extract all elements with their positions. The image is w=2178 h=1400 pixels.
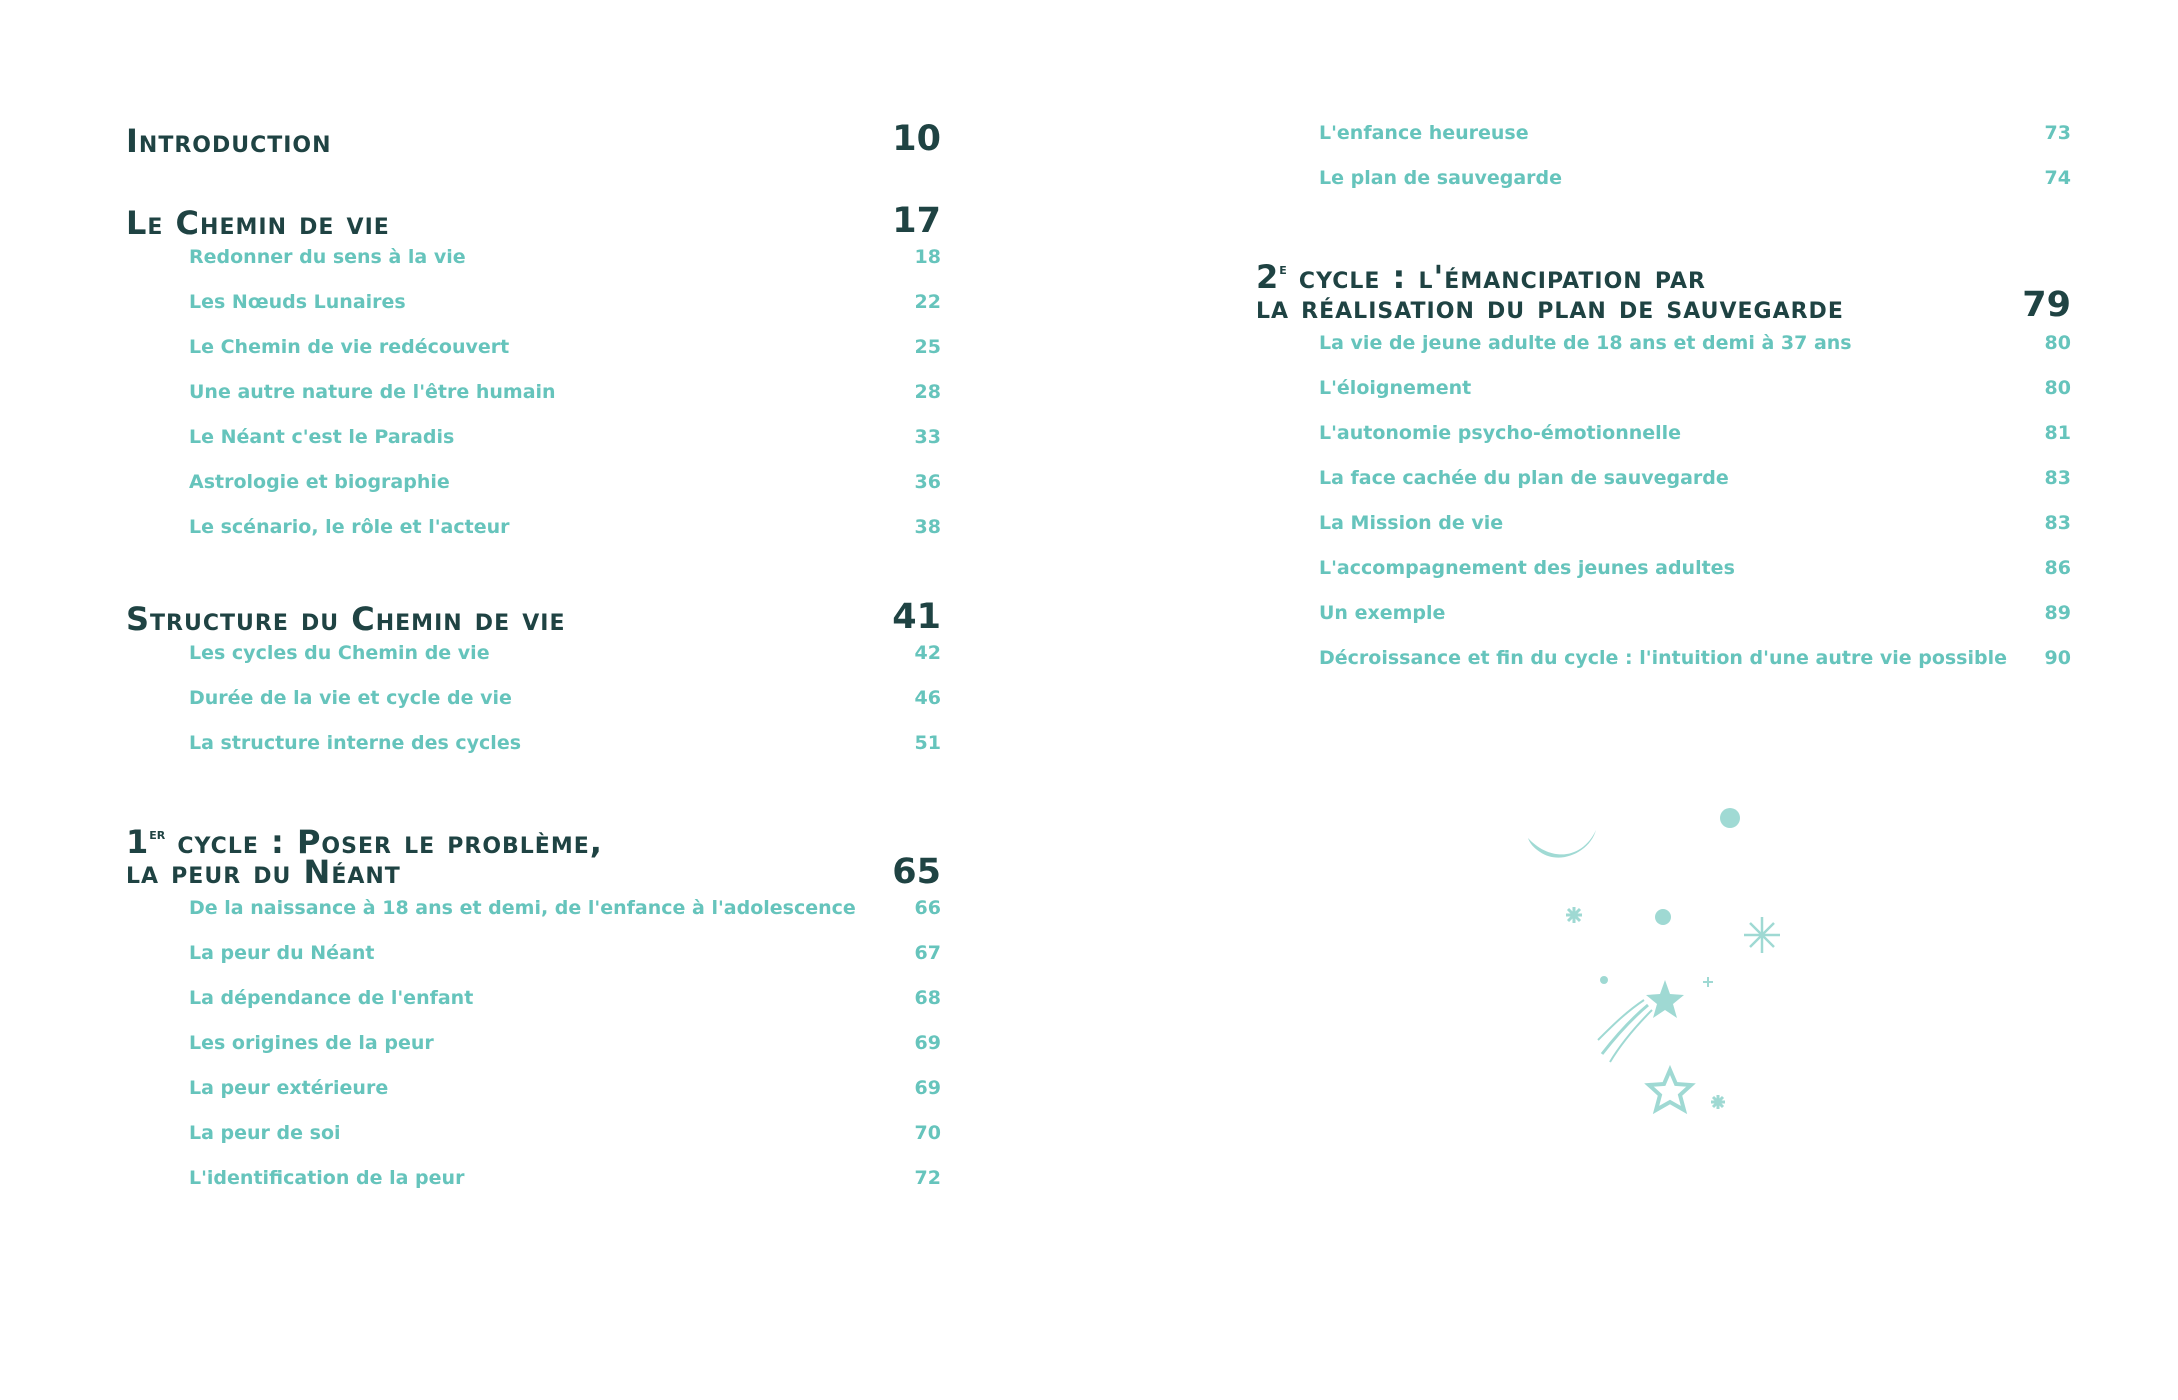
section-page-number: 86 <box>2044 557 2071 579</box>
section-list <box>126 638 941 773</box>
toc-section <box>126 1118 941 1163</box>
section-title: La peur du Néant <box>189 942 375 964</box>
section-title: Une autre nature de l'être humain <box>189 381 556 403</box>
section-title: De la naissance à 18 ans et demi, de l'enfance à l'adolescence <box>189 897 856 919</box>
section-title: La peur de soi <box>189 1122 341 1144</box>
chapter-title-ordinal: er <box>149 825 166 843</box>
section-page-number: 80 <box>2044 377 2071 399</box>
toc-section <box>1256 163 2071 208</box>
toc-section <box>126 893 941 938</box>
section-title: Le plan de sauvegarde <box>1319 167 1562 189</box>
chapter-title-line2: la réalisation du plan de sauvegarde <box>1256 288 1844 326</box>
section-title: La structure interne des cycles <box>189 732 522 754</box>
toc-section <box>126 938 941 983</box>
section-page-number: 89 <box>2044 602 2071 624</box>
chapter-page-number: 41 <box>892 597 941 637</box>
burst-star-icon <box>1703 977 1713 987</box>
toc-section <box>126 1163 941 1208</box>
section-title: L'éloignement <box>1319 377 1472 399</box>
section-title: L'enfance heureuse <box>1319 122 1529 144</box>
dot-icon <box>1720 808 1740 828</box>
section-page-number: 38 <box>914 516 941 538</box>
section-title: Le Néant c'est le Paradis <box>189 426 455 448</box>
section-page-number: 74 <box>2044 167 2071 189</box>
section-page-number: 69 <box>914 1077 941 1099</box>
section-title: Durée de la vie et cycle de vie <box>189 687 512 709</box>
section-title: Les Nœuds Lunaires <box>189 291 406 313</box>
section-title: Le scénario, le rôle et l'acteur <box>189 516 510 538</box>
toc-section <box>126 638 941 683</box>
chapter-page-number: 65 <box>892 852 941 892</box>
toc-section <box>126 728 941 773</box>
section-title: Le Chemin de vie redécouvert <box>189 336 510 358</box>
section-list <box>126 242 941 557</box>
section-title: La dépendance de l'enfant <box>189 987 474 1009</box>
section-list <box>1256 328 2071 688</box>
section-title: La Mission de vie <box>1319 512 1504 534</box>
section-title: La face cachée du plan de sauvegarde <box>1319 467 1729 489</box>
toc-section <box>126 287 941 332</box>
toc-section <box>126 983 941 1028</box>
section-title: La vie de jeune adulte de 18 ans et demi à 37 ans <box>1319 332 1852 354</box>
chapter-title-line1: cycle : Poser le problème, <box>165 823 603 861</box>
toc-section <box>1256 508 2071 553</box>
chapter-title: Le Chemin de vie <box>126 204 390 242</box>
toc-section <box>1256 418 2071 463</box>
dot-icon <box>1655 909 1671 925</box>
section-page-number: 72 <box>914 1167 941 1189</box>
section-page-number: 68 <box>914 987 941 1009</box>
toc-section <box>1256 328 2071 373</box>
section-page-number: 36 <box>914 471 941 493</box>
toc-section <box>1256 598 2071 643</box>
section-title: L'identification de la peur <box>189 1167 465 1189</box>
section-list <box>126 893 941 1208</box>
chapter-title: Structure du Chemin de vie <box>126 600 566 638</box>
section-page-number: 51 <box>914 732 941 754</box>
toc-section <box>1256 643 2071 688</box>
section-title: Un exemple <box>1319 602 1446 624</box>
section-page-number: 25 <box>914 336 941 358</box>
section-page-number: 67 <box>914 942 941 964</box>
toc-section <box>1256 553 2071 598</box>
section-title: Les origines de la peur <box>189 1032 434 1054</box>
burst-star-icon <box>1744 917 1780 953</box>
section-page-number: 69 <box>914 1032 941 1054</box>
toc-section <box>126 422 941 467</box>
toc-section <box>1256 373 2071 418</box>
chapter-title: Introduction <box>126 122 332 160</box>
burst-star-icon <box>1566 907 1582 923</box>
section-list <box>1256 118 2071 208</box>
section-page-number: 80 <box>2044 332 2071 354</box>
chapter-title-number: 2 <box>1256 258 1280 296</box>
outline-star-icon <box>1649 1070 1691 1110</box>
toc-section <box>126 332 941 377</box>
section-page-number: 81 <box>2044 422 2071 444</box>
section-page-number: 73 <box>2044 122 2071 144</box>
chapter-page-number: 17 <box>892 201 941 241</box>
section-page-number: 46 <box>914 687 941 709</box>
section-title: L'autonomie psycho-émotionnelle <box>1319 422 1682 444</box>
section-page-number: 42 <box>914 642 941 664</box>
section-page-number: 18 <box>914 246 941 268</box>
chapter-title-ordinal: e <box>1279 260 1287 278</box>
chapter-title-line1: cycle : l'émancipation par <box>1286 258 1706 296</box>
section-page-number: 33 <box>914 426 941 448</box>
section-page-number: 28 <box>914 381 941 403</box>
section-page-number: 83 <box>2044 512 2071 534</box>
section-page-number: 90 <box>2044 647 2071 669</box>
toc-section <box>126 242 941 287</box>
toc-section <box>126 377 941 422</box>
section-page-number: 70 <box>914 1122 941 1144</box>
section-page-number: 83 <box>2044 467 2071 489</box>
shooting-star-icon <box>1598 980 1684 1062</box>
crescent-moon-icon <box>1528 830 1596 858</box>
dot-icon <box>1600 976 1608 984</box>
section-title: L'accompagnement des jeunes adultes <box>1319 557 1735 579</box>
section-page-number: 22 <box>914 291 941 313</box>
section-title: La peur extérieure <box>189 1077 389 1099</box>
toc-section <box>126 512 941 557</box>
moon-and-stars-illustration <box>1520 800 1820 1130</box>
toc-section <box>126 1028 941 1073</box>
burst-star-icon <box>1711 1095 1725 1109</box>
toc-section <box>126 683 941 728</box>
section-title: Astrologie et biographie <box>189 471 450 493</box>
toc-section <box>126 1073 941 1118</box>
section-title: Les cycles du Chemin de vie <box>189 642 490 664</box>
chapter-title-number: 1 <box>126 823 150 861</box>
toc-right-page <box>1089 0 2178 1400</box>
chapter-page-number: 10 <box>892 119 941 159</box>
chapter-title-line2: la peur du Néant <box>126 853 401 891</box>
section-title: Redonner du sens à la vie <box>189 246 466 268</box>
toc-section <box>126 467 941 512</box>
section-page-number: 66 <box>914 897 941 919</box>
toc-section <box>1256 118 2071 163</box>
toc-section <box>1256 463 2071 508</box>
section-title: Décroissance et fin du cycle : l'intuition d'une autre vie possible <box>1319 647 2008 669</box>
chapter-page-number: 79 <box>2022 285 2071 325</box>
